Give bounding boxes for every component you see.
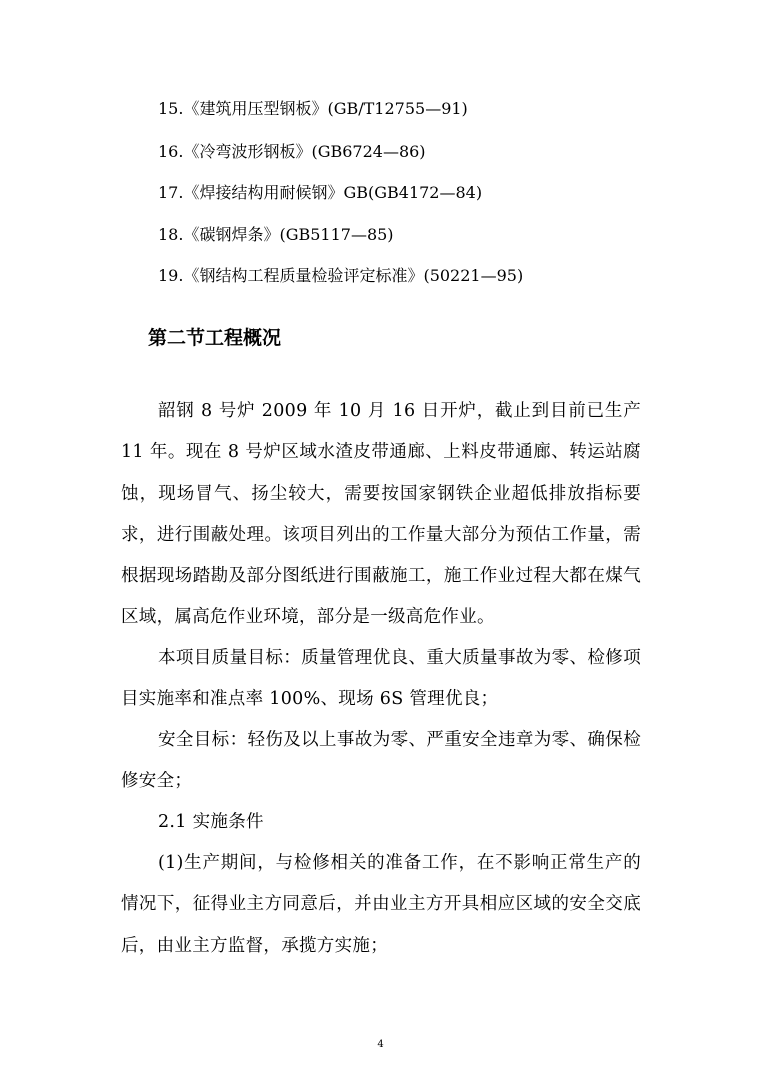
condition-1-paragraph: (1)生产期间，与检修相关的准备工作，在不影响正常生产的情况下，征得业主方同意后，并由业主方开具相应区域的安全交底后，由业主方监督，承揽方实施； — [121, 853, 641, 956]
overview-paragraph: 韶钢 8 号炉 2009 年 10 月 16 日开炉，截止到目前已生产 11 年。现在 8 号炉区域水渣皮带通廊、上料皮带通廊、转运站腐蚀，现场冒气、扬尘较大，需要按国家钢铁企业超低排放指标要求，进行围蔽处理。该项目列出的工作量大部分为预估工作量，需根据现场踏勘及部分图纸进行围蔽施工，施工作业过程大都在煤气区域，属高危作业环境，部分是一级高危作业。 — [121, 401, 641, 628]
section-title: 第二节工程概况 — [148, 327, 282, 349]
reference-item-17: 17.《焊接结构用耐候钢》GB(GB4172—84) — [158, 183, 483, 202]
reference-item-16: 16.《冷弯波形钢板》(GB6724—86) — [158, 142, 426, 161]
reference-item-18: 18.《碳钢焊条》(GB5117—85) — [158, 225, 394, 244]
reference-item-15: 15.《建筑用压型钢板》(GB/T12755—91) — [158, 99, 468, 118]
safety-goal-paragraph: 安全目标：轻伤及以上事故为零、严重安全违章为零、确保检修安全； — [121, 730, 641, 792]
subsection-title: 2.1 实施条件 — [158, 812, 264, 832]
reference-item-19: 19.《钢结构工程质量检验评定标准》(50221—95) — [158, 266, 524, 285]
page-number: 4 — [377, 1039, 384, 1050]
quality-goal-paragraph: 本项目质量目标：质量管理优良、重大质量事故为零、检修项目实施率和准点率 100%、现场 6S 管理优良； — [121, 648, 641, 710]
